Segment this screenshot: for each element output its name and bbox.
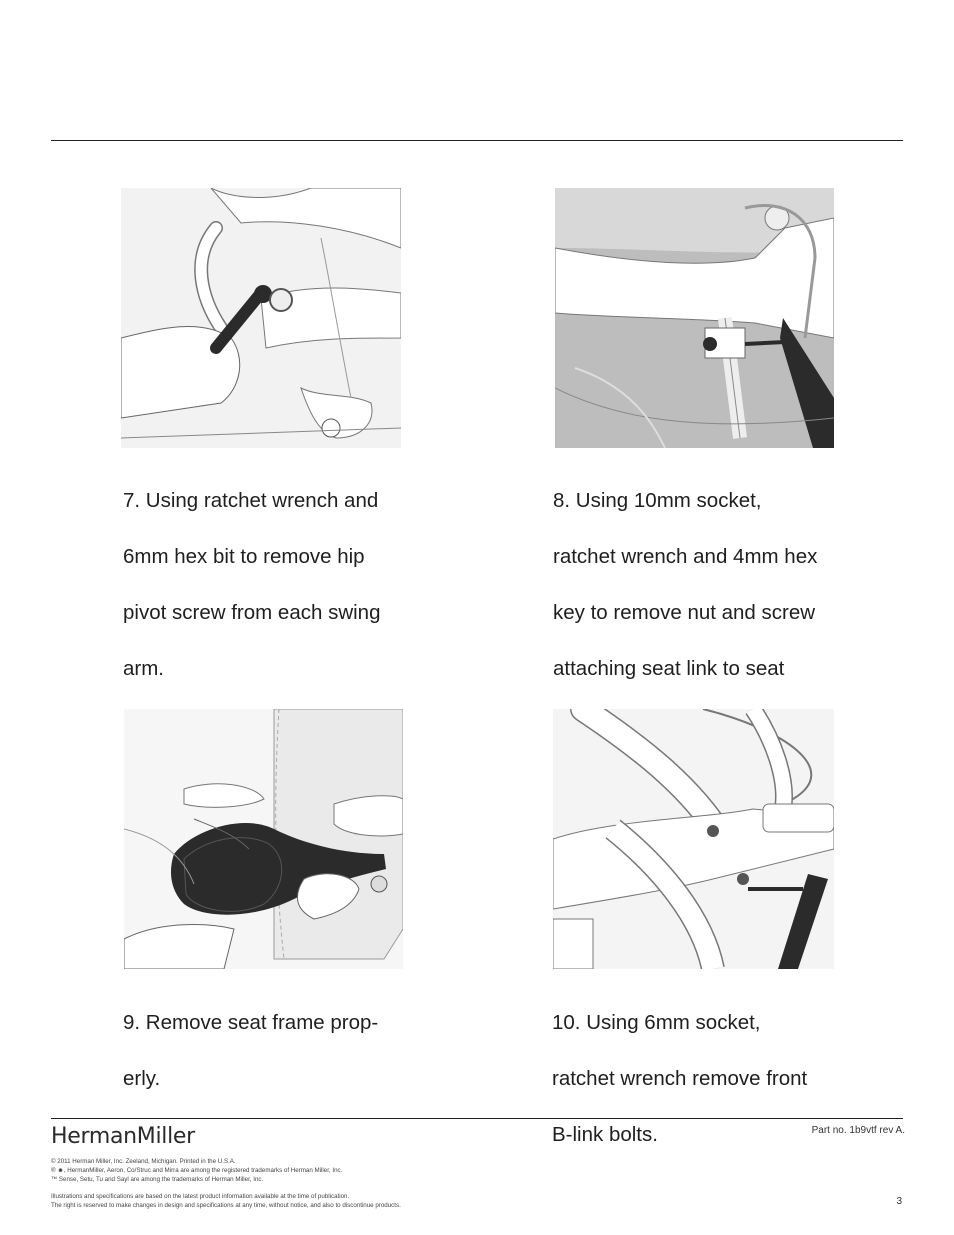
step-10-line: 10. Using 6mm socket, bbox=[552, 1011, 761, 1034]
step-8-illustration bbox=[555, 188, 834, 448]
step-10-drawing bbox=[553, 709, 834, 969]
brand-logo: HermanMiller bbox=[51, 1124, 195, 1149]
step-9-drawing bbox=[124, 709, 403, 969]
header-rule bbox=[51, 140, 903, 141]
registered-trademarks-line: ® ☻, HermanMiller, Aeron, Co/Struc and Mirra are among the registered trademarks of Herman Miller, Inc. bbox=[51, 1167, 343, 1174]
step-9-illustration bbox=[124, 709, 403, 969]
step-8-line: ratchet wrench and 4mm hex bbox=[553, 545, 818, 568]
step-7-line: 6mm hex bit to remove hip bbox=[123, 545, 365, 568]
step-9-line: 9. Remove seat frame prop- bbox=[123, 1011, 379, 1034]
step-10-caption bbox=[552, 981, 852, 1177]
step-10-line: ratchet wrench remove front bbox=[552, 1067, 808, 1090]
copyright-line: © 2011 Herman Miller, Inc. Zeeland, Michigan. Printed in the U.S.A. bbox=[51, 1158, 236, 1165]
part-number: Part no. 1b9vtf rev A. bbox=[811, 1125, 905, 1136]
step-8-line: 8. Using 10mm socket, bbox=[553, 489, 762, 512]
step-7-drawing bbox=[121, 188, 401, 448]
step-7-line: 7. Using ratchet wrench and bbox=[123, 489, 379, 512]
step-9-line: erly. bbox=[123, 1067, 161, 1090]
legal-block bbox=[51, 1157, 571, 1184]
trademarks-line: ™ Sense, Setu, Tu and Sayl are among the trademarks of Herman Miller, Inc. bbox=[51, 1176, 264, 1183]
disclaimer-block bbox=[51, 1192, 571, 1210]
page-number: 3 bbox=[896, 1196, 902, 1207]
step-8-line: key to remove nut and screw bbox=[553, 601, 816, 624]
step-10-line: B-link bolts. bbox=[552, 1123, 658, 1146]
step-8-drawing bbox=[555, 188, 834, 448]
step-7-caption bbox=[123, 459, 423, 711]
step-7-illustration bbox=[121, 188, 401, 448]
disclaimer-line: Illustrations and specifications are based on the latest product information available at the time of publication. bbox=[51, 1193, 350, 1200]
step-7-line: arm. bbox=[123, 657, 164, 680]
footer-rule bbox=[51, 1118, 903, 1119]
step-7-line: pivot screw from each swing bbox=[123, 601, 381, 624]
step-10-illustration bbox=[553, 709, 834, 969]
step-9-caption bbox=[123, 981, 423, 1121]
step-8-line: attaching seat link to seat bbox=[553, 657, 785, 680]
disclaimer-line: The right is reserved to make changes in design and specifications at any time, without notice, and also to discontinue products. bbox=[51, 1202, 401, 1209]
